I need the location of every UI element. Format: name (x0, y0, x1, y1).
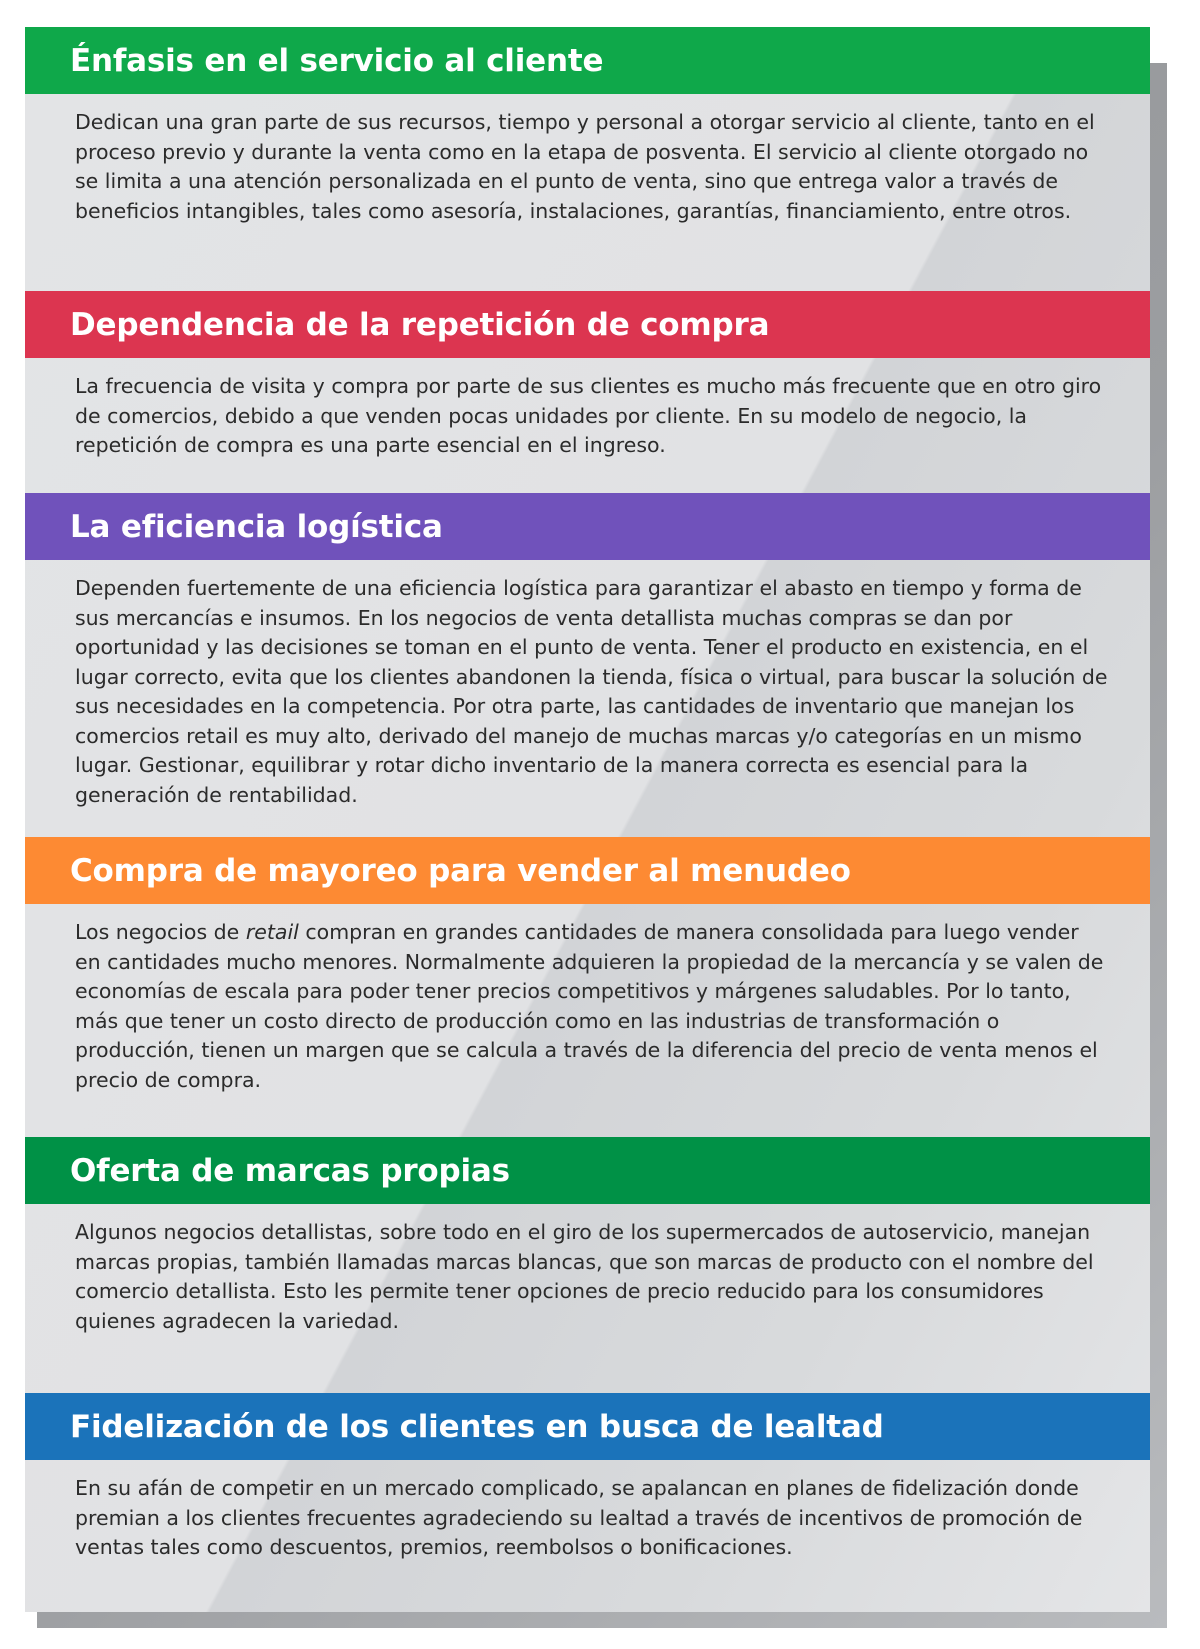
section-title: La eficiencia logística (70, 508, 443, 545)
section-text: La frecuencia de visita y compra por parte de sus clientes es mucho más frecuente que en otro giro de comercios, debido a que venden pocas unidades por cliente. En su modelo de negocio, la repetición de compra es una parte esencial en el ingreso. (75, 374, 1102, 457)
section-body (25, 560, 1150, 810)
section-text-end: compran en grandes cantidades de manera consolidada para luego vender en cantidades mucho menores. Normalmente adquieren la propiedad de la mercancía y se valen de economías de escala para poder tener precios competitivos y márgenes saludables. Por lo tanto, más que tener un costo directo de producción como en las industrias de transformación o producción, tienen un margen que se calcula a través de la diferencia del precio de venta menos el precio de compra. (75, 920, 1104, 1092)
infographic-card (25, 27, 1150, 1612)
section-title: Dependencia de la repetición de compra (70, 306, 770, 343)
section-loyalty (25, 1393, 1150, 1563)
section-header (25, 291, 1150, 358)
section-text-emphasis: retail (245, 920, 299, 944)
section-text: En su afán de competir en un mercado complicado, se apalancan en planes de fidelización donde premian a los clientes frecuentes agradeciendo su lealtad a través de incentivos de promoción de ventas tales como descuentos, premios, reembolsos o bonificaciones. (75, 1476, 1083, 1559)
section-header (25, 493, 1150, 560)
section-text: Algunos negocios detallistas, sobre todo en el giro de los supermercados de autoservicio, manejan marcas propias, también llamadas marcas blancas, que son marcas de producto con el nombre del comercio detallista. Esto les permite tener opciones de precio reducido para los consumidores quienes agradecen la variedad. (75, 1220, 1094, 1333)
section-repeat-purchase (25, 291, 1150, 461)
section-body (25, 358, 1150, 461)
section-header (25, 27, 1150, 94)
section-header (25, 837, 1150, 904)
section-text (75, 918, 1110, 1095)
section-body (25, 904, 1150, 1095)
section-header (25, 1137, 1150, 1204)
section-header (25, 1393, 1150, 1460)
section-body (25, 1204, 1150, 1336)
section-text: Dedican una gran parte de sus recursos, tiempo y personal a otorgar servicio al cliente, tanto en el proceso previo y durante la venta como en la etapa de posventa. El servicio al cliente otorgado no se limita a una atención personalizada en el punto de venta, sino que entrega valor a través de beneficios intangibles, tales como asesoría, instalaciones, garantías, financiamiento, entre otros. (75, 110, 1095, 223)
section-body (25, 94, 1150, 226)
section-title: Fidelización de los clientes en busca de lealtad (70, 1408, 884, 1445)
section-logistics (25, 493, 1150, 810)
section-wholesale (25, 837, 1150, 1095)
section-title: Oferta de marcas propias (70, 1152, 510, 1189)
section-text: Dependen fuertemente de una eficiencia logística para garantizar el abasto en tiempo y forma de sus mercancías e insumos. En los negocios de venta detallista muchas compras se dan por oportunidad y las decisiones se toman en el punto de venta. Tener el producto en existencia, en el lugar correcto, evita que los clientes abandonen la tienda, física o virtual, para buscar la solución de sus necesidades en la competencia. Por otra parte, las cantidades de inventario que manejan los comercios retail es muy alto, derivado del manejo de muchas marcas y/o categorías en un mismo lugar. Gestionar, equilibrar y rotar dicho inventario de la manera correcta es esencial para la generación de rentabilidad. (75, 576, 1108, 807)
section-title: Énfasis en el servicio al cliente (70, 42, 604, 79)
section-private-labels (25, 1137, 1150, 1336)
section-body (25, 1460, 1150, 1563)
section-text-start: Los negocios de (75, 920, 246, 944)
section-title: Compra de mayoreo para vender al menudeo (70, 852, 851, 889)
section-customer-service (25, 27, 1150, 226)
